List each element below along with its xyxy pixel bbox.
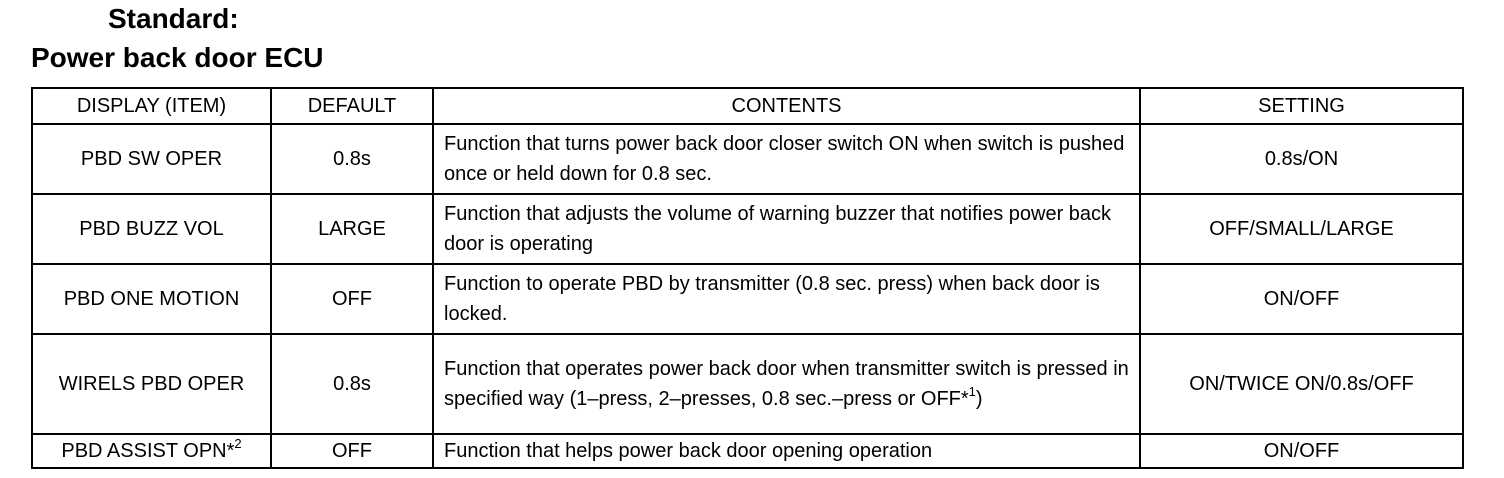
table-row [32, 264, 1463, 334]
cell-default: 0.8s [271, 334, 433, 434]
cell-item [32, 434, 271, 468]
item-label: PBD ASSIST OPN* [61, 440, 235, 462]
item-label: WIRELS PBD OPER [58, 373, 245, 395]
cell-contents: Function that adjusts the volume of warning buzzer that notifies power back door is operating [433, 194, 1140, 264]
cell-contents: Function that turns power back door closer switch ON when switch is pushed once or held down for 0.8 sec. [433, 124, 1140, 194]
item-label: PBD SW OPER [80, 148, 223, 170]
cell-setting: ON/TWICE ON/0.8s/OFF [1140, 334, 1463, 434]
cell-contents: Function to operate PBD by transmitter (0.8 sec. press) when back door is locked. [433, 264, 1140, 334]
cell-item [32, 194, 271, 264]
cell-default: OFF [271, 434, 433, 468]
item-label: PBD BUZZ VOL [79, 218, 224, 240]
header-setting: SETTING [1140, 88, 1463, 124]
table-row [32, 434, 1463, 468]
cell-item [32, 124, 271, 194]
footnote-marker: 2 [234, 436, 242, 452]
cell-default: LARGE [271, 194, 433, 264]
cell-contents: Function that helps power back door opening operation [433, 434, 1140, 468]
cell-default: OFF [271, 264, 433, 334]
cell-default: 0.8s [271, 124, 433, 194]
settings-table [31, 87, 1464, 469]
footnote-marker: 1 [968, 384, 976, 400]
header-display-item: DISPLAY (ITEM) [32, 88, 271, 124]
table-row [32, 124, 1463, 194]
table-row [32, 334, 1463, 434]
cell-setting: 0.8s/ON [1140, 124, 1463, 194]
cell-setting: ON/OFF [1140, 264, 1463, 334]
item-label: PBD ONE MOTION [63, 288, 240, 310]
table-row [32, 194, 1463, 264]
cell-item [32, 264, 271, 334]
contents-text-end: ) [975, 388, 983, 410]
cell-contents [433, 334, 1140, 434]
header-default: DEFAULT [271, 88, 433, 124]
cell-setting: ON/OFF [1140, 434, 1463, 468]
section-subtitle: Standard: [108, 3, 239, 34]
page-title: Power back door ECU [31, 42, 324, 73]
cell-item [32, 334, 271, 434]
cell-setting: OFF/SMALL/LARGE [1140, 194, 1463, 264]
table-header-row [32, 88, 1463, 124]
contents-text: Function that operates power back door when transmitter switch is pressed in specified way (1–press, 2–presses, 0.8 sec.–press or OFF* [444, 358, 1129, 410]
header-contents: CONTENTS [433, 88, 1140, 124]
